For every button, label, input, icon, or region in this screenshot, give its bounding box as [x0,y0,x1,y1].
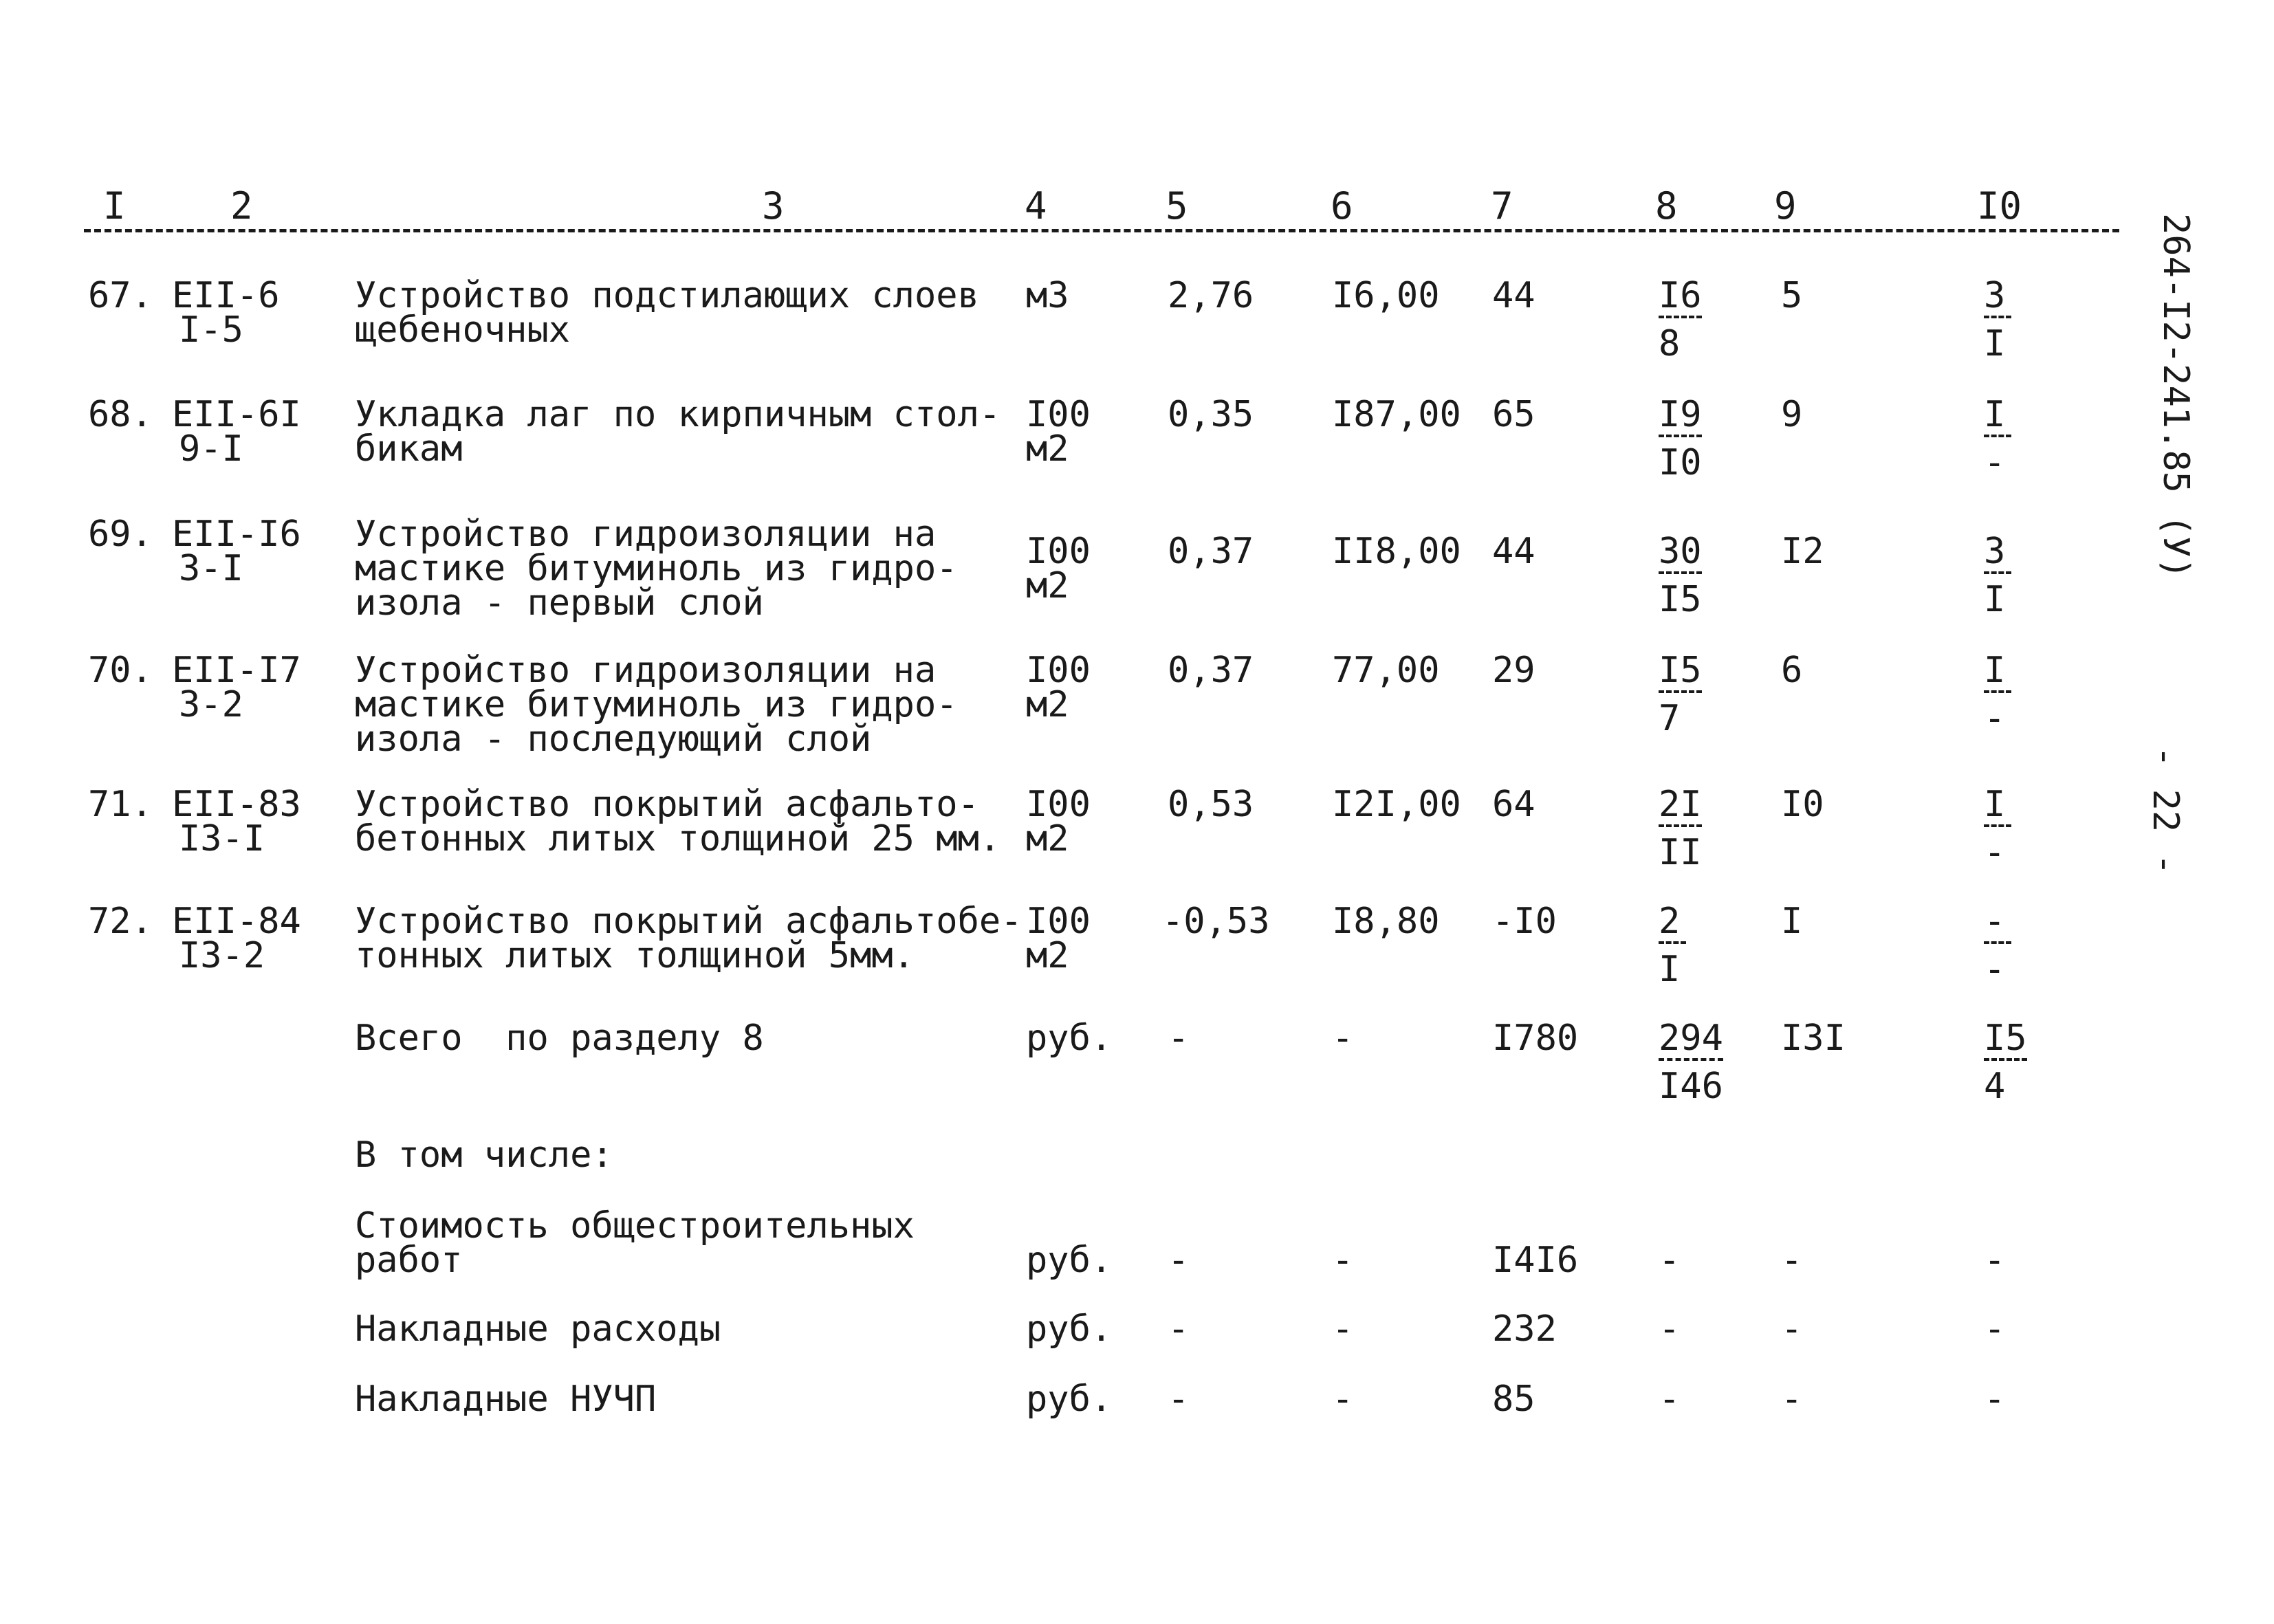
col-header-2: 2 [230,184,253,228]
col9-value: I3I [1781,1018,1846,1059]
col10-value: - [1984,1308,2006,1350]
fraction-col8: $\frac{294}{I46}$ [1659,1018,1723,1107]
total-cost: I4I6 [1492,1240,1579,1281]
work-description: Устройство покрытий асфальтобе- тонных литых толщиной 5мм. [355,901,1023,976]
page-number: - 22 - [2145,746,2186,875]
unit: I00 м2 [1026,394,1091,470]
quantity: 0,53 [1168,784,1254,825]
total-cost: -I0 [1492,901,1557,942]
fraction-col8: $\frac{2}{I}$ [1659,904,1734,987]
rate-code: EII-6I 9-I [172,394,301,470]
quantity: - [1168,1018,1190,1059]
unit: I00 м2 [1026,901,1091,976]
col9-value: - [1781,1308,1803,1350]
col-header-10: I0 [1977,184,2022,228]
rate-code: EII-84 I3-2 [172,901,301,976]
work-description: Устройство подстилающих слоев щебеночных [355,275,979,351]
quantity: - [1168,1240,1190,1281]
breakdown-label: Накладные расходы [355,1308,721,1350]
fraction-col8: $\frac{I9}{I0}$ [1659,394,1702,483]
unit: руб. [1026,1379,1113,1420]
row-number: 68. [88,394,153,435]
col-header-3: 3 [762,184,785,228]
unit-price: I87,00 [1332,394,1461,435]
fraction-col8: $\frac{2I}{II}$ [1659,784,1702,873]
breakdown-label: Накладные НУЧП [355,1379,657,1420]
col8-value: - [1659,1379,1681,1420]
total-cost: 232 [1492,1308,1557,1350]
row-number: 70. [88,650,153,691]
fraction-col10: $\frac{3}{I}$ [1984,534,2046,617]
header-rule [84,229,2119,232]
unit-price: - [1332,1308,1354,1350]
work-description: Устройство гидроизоляции на мастике битуминоль из гидро- изола - первый слой [355,514,958,624]
col-header-6: 6 [1331,184,1353,228]
col-header-1: I [103,184,126,228]
quantity: 0,35 [1168,394,1254,435]
unit: I00 м2 [1026,650,1091,725]
unit: руб. [1026,1240,1113,1281]
fraction-col8: $\frac{30}{I5}$ [1659,531,1702,620]
rate-code: EII-I7 3-2 [172,650,301,725]
col10-value: - [1984,1240,2006,1281]
quantity: -0,53 [1162,901,1270,942]
breakdown-label: Стоимость общестроительных работ [355,1205,915,1281]
fraction-col10: $\frac{3}{I}$ [1984,278,2046,361]
unit: руб. [1026,1308,1113,1350]
work-description: Устройство гидроизоляции на мастике битуминоль из гидро- изола - последующий слой [355,650,958,760]
unit-price: 77,00 [1332,650,1440,691]
col9-value: I [1781,901,1803,942]
unit-price: II8,00 [1332,531,1461,572]
fraction-col10: I - [1984,397,2046,480]
total-cost: 65 [1492,394,1535,435]
col-header-7: 7 [1491,184,1513,228]
section-total-row [0,1018,2132,1131]
quantity: - [1168,1379,1190,1420]
fraction-col8: $\frac{I5}{7}$ [1659,650,1702,739]
fraction-col10: I - [1984,787,2046,870]
col9-value: I0 [1781,784,1824,825]
document-code: 264-I2-241.85 (У) [2155,213,2196,580]
col-header-5: 5 [1166,184,1188,228]
unit-price: - [1332,1018,1354,1059]
col-header-4: 4 [1025,184,1047,228]
col9-value: 6 [1781,650,1803,691]
total-cost: 85 [1492,1379,1535,1420]
unit: I00 м2 [1026,784,1091,859]
unit-price: - [1332,1379,1354,1420]
col9-value: - [1781,1379,1803,1420]
total-cost: I780 [1492,1018,1579,1059]
row-number: 67. [88,275,153,316]
work-description: Укладка лаг по кирпичным стол- бикам [355,394,1001,470]
fraction-col10: I - [1984,653,2046,736]
table-row [0,901,2132,1014]
total-cost: 44 [1492,275,1535,316]
table-row [0,650,2132,763]
quantity: - [1168,1308,1190,1350]
unit: м3 [1026,275,1069,316]
col10-value: - [1984,1379,2006,1420]
col8-value: - [1659,1240,1681,1281]
rate-code: EII-6 I-5 [172,275,280,351]
quantity: 0,37 [1168,531,1254,572]
row-number: 69. [88,514,153,555]
col8-value: - [1659,1308,1681,1350]
table-row [0,514,2132,627]
quantity: 2,76 [1168,275,1254,316]
row-number: 71. [88,784,153,825]
quantity: 0,37 [1168,650,1254,691]
row-number: 72. [88,901,153,942]
unit-price: I8,80 [1332,901,1440,942]
breakdown-row [0,1205,2132,1319]
col9-value: - [1781,1240,1803,1281]
rate-code: EII-I6 3-I [172,514,301,589]
breakdown-row [0,1379,2132,1492]
unit-price: I6,00 [1332,275,1440,316]
unit: I00 м2 [1026,531,1091,606]
fraction-col8: $\frac{I6}{8}$ [1659,275,1702,364]
unit-price: - [1332,1240,1354,1281]
col9-value: I2 [1781,531,1824,572]
table-row [0,394,2132,507]
including-label: В том числе: [355,1134,613,1176]
col9-value: 9 [1781,394,1803,435]
total-cost: 64 [1492,784,1535,825]
fraction-col10: $\frac{I5}{4}$ [1984,1018,2027,1107]
total-cost: 44 [1492,531,1535,572]
table-row [0,784,2132,897]
table-row [0,275,2132,388]
fraction-col10: - - [1984,904,2046,987]
col9-value: 5 [1781,275,1803,316]
unit: руб. [1026,1018,1113,1059]
unit-price: I2I,00 [1332,784,1461,825]
total-cost: 29 [1492,650,1535,691]
work-description: Устройство покрытий асфальто- бетонных литых толщиной 25 мм. [355,784,1001,859]
section-total-label: Всего по разделу 8 [355,1018,764,1059]
col-header-9: 9 [1774,184,1797,228]
rate-code: EII-83 I3-I [172,784,301,859]
col-header-8: 8 [1655,184,1678,228]
